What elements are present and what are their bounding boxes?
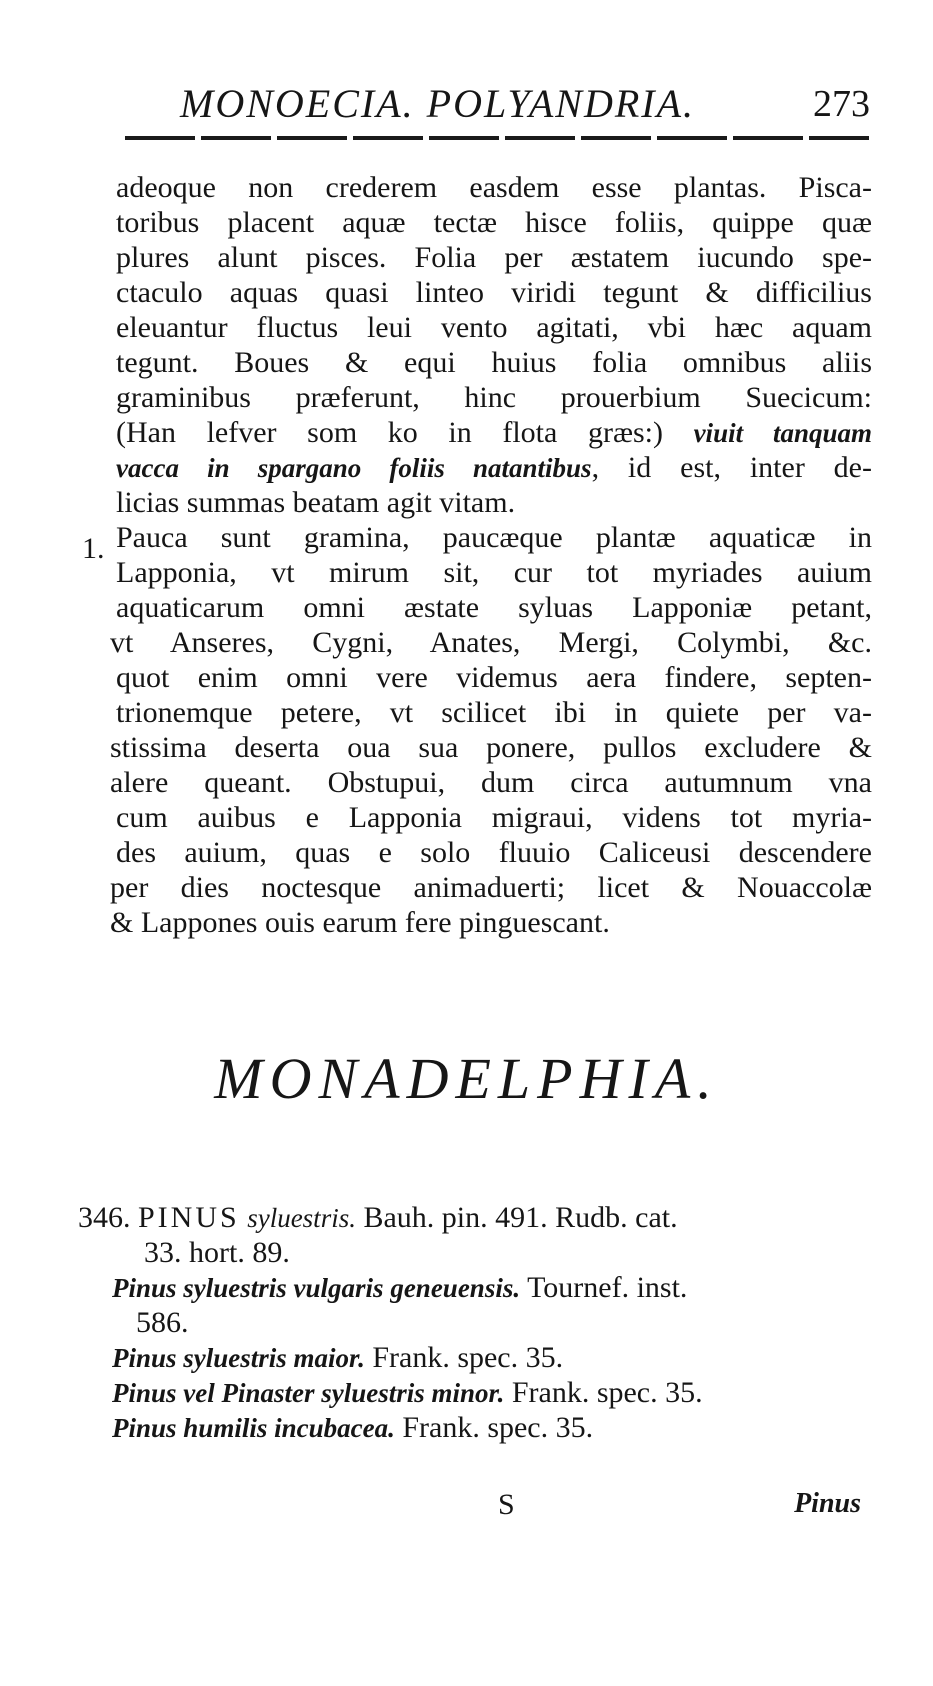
entry-line: 586. — [136, 1306, 189, 1339]
page-footer — [0, 1488, 933, 1528]
synonym-line — [78, 1270, 878, 1305]
species-name: syluestris. — [247, 1203, 356, 1233]
signature-mark: S — [498, 1488, 515, 1521]
text-line: cum auibus e Lapponia migraui, videns tot myria- — [116, 801, 872, 834]
text-line: graminibus præferunt, hinc prouerbium Suecicum: — [116, 381, 872, 414]
entry-number: 346. — [78, 1201, 131, 1234]
text-roman: (Han lefver som ko in flota græs:) — [116, 416, 663, 449]
text-line: tegunt. Boues & equi huius folia omnibus aliis — [116, 346, 872, 379]
catchword: Pinus — [794, 1488, 861, 1519]
reference: Tournef. inst. — [527, 1271, 688, 1304]
text-line: eleuantur fluctus leui vento agitati, vbi hæc aquam — [116, 311, 872, 344]
text-line: toribus placent aquæ tectæ hisce foliis, quippe quæ — [116, 206, 872, 239]
text-line: Pauca sunt gramina, paucæque plantæ aquaticæ in — [116, 521, 872, 554]
text-roman: , id est, inter de- — [591, 451, 872, 484]
text-line: licias summas beatam agit vitam. — [116, 486, 516, 519]
entry-line: 33. hort. 89. — [144, 1236, 290, 1269]
paragraph-number: 1. — [82, 532, 105, 565]
text-line: aquaticarum omni æstate syluas Lapponiæ petant, — [116, 591, 872, 624]
section-heading: MONADELPHIA. — [214, 1046, 719, 1111]
synonym-line — [78, 1410, 878, 1445]
synonym-name: Pinus humilis incubacea. — [112, 1413, 395, 1443]
header-rule — [125, 136, 869, 140]
text-line: stissima deserta oua sua ponere, pullos excludere & — [110, 731, 872, 764]
genus-name: PINUS — [138, 1201, 240, 1234]
species-entry — [78, 1200, 878, 1445]
text-italic: vacca in spargano foliis natantibus — [116, 453, 592, 483]
text-line: quot enim omni vere videmus aera findere, septen- — [116, 661, 872, 694]
text-line — [116, 415, 872, 450]
running-title: MONOECIA. POLYANDRIA. — [180, 81, 696, 126]
reference: Frank. spec. 35. — [402, 1411, 594, 1444]
text-line — [116, 450, 872, 485]
synonym-line — [78, 1375, 878, 1410]
entry-line — [78, 1200, 878, 1235]
text-line: & Lappones ouis earum fere pinguescant. — [110, 906, 610, 939]
reference: Frank. spec. 35. — [511, 1376, 703, 1409]
reference: Bauh. pin. 491. Rudb. cat. — [363, 1201, 678, 1234]
body-text — [110, 170, 872, 940]
text-line: des auium, quas e solo fluuio Caliceusi descendere — [116, 836, 872, 869]
text-line: alere queant. Obstupui, dum circa autumnum vna — [110, 766, 872, 799]
text-line: adeoque non crederem easdem esse plantas. Pisca- — [116, 171, 872, 204]
synonym-line — [78, 1340, 878, 1375]
text-line: vt Anseres, Cygni, Anates, Mergi, Colymbi, &c. — [110, 626, 872, 659]
text-italic: viuit tanquam — [693, 418, 872, 448]
text-line: trionemque petere, vt scilicet ibi in quiete per va- — [116, 696, 872, 729]
page-number: 273 — [813, 83, 870, 125]
text-line: per dies noctesque animaduerti; licet & Nouaccolæ — [110, 871, 872, 904]
reference: Frank. spec. 35. — [372, 1341, 564, 1374]
text-line: ctaculo aquas quasi linteo viridi tegunt & difficilius — [116, 276, 872, 309]
synonym-name: Pinus syluestris maior. — [112, 1343, 365, 1373]
synonym-name: Pinus syluestris vulgaris geneuensis. — [112, 1273, 521, 1303]
running-head — [180, 72, 880, 132]
text-line: Lapponia, vt mirum sit, cur tot myriades auium — [116, 556, 872, 589]
synonym-name: Pinus vel Pinaster syluestris minor. — [112, 1378, 505, 1408]
text-line: plures alunt pisces. Folia per æstatem iucundo spe- — [116, 241, 872, 274]
